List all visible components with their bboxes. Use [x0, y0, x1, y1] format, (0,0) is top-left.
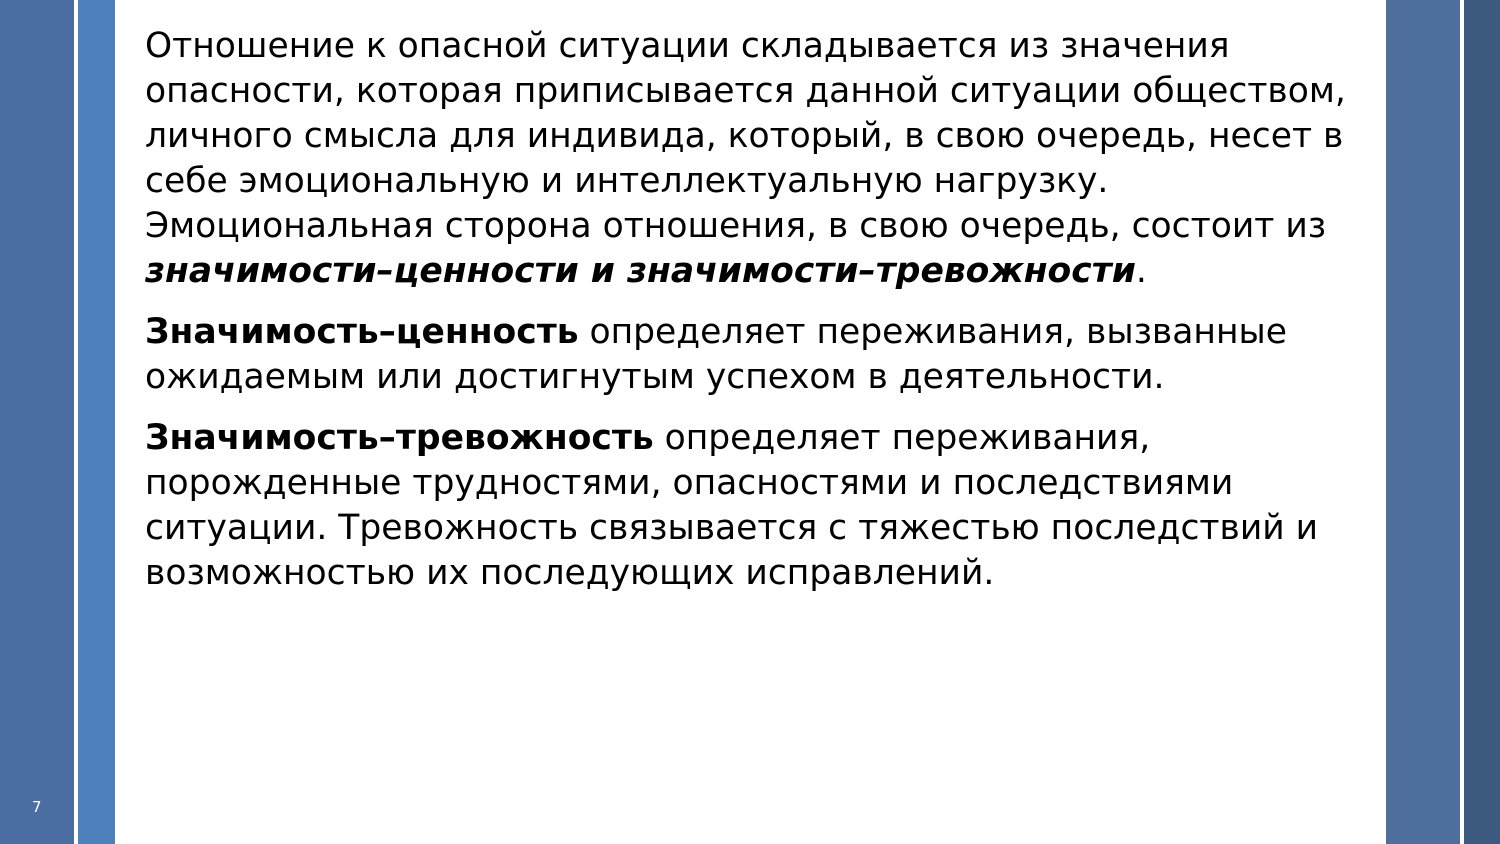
definition-anxiety-significance: определяет переживания, порожденные трудностями, опасностями и последствиями ситуации. Тревожность связывается с тяжестью последствий и возможностью их последующих исправлений.	[145, 418, 1319, 593]
right-inner-band	[1386, 0, 1460, 844]
slide-number: 7	[32, 798, 42, 816]
slide-body	[145, 24, 1370, 612]
paragraph-anxiety-significance	[145, 416, 1370, 596]
definition-value-significance: определяет переживания, вызванные ожидаемым или достигнутым успехом в деятельности.	[145, 312, 1287, 397]
term-anxiety-significance: Значимость–тревожность	[145, 418, 654, 458]
paragraph-intro	[145, 24, 1370, 294]
left-outer-band	[0, 0, 74, 844]
right-outer-band	[1464, 0, 1500, 844]
paragraph-value-significance	[145, 310, 1370, 400]
left-inner-band	[78, 0, 115, 844]
term-value-significance: Значимость–ценность	[145, 312, 579, 352]
paragraph-intro-text: Отношение к опасной ситуации складывается из значения опасности, которая приписывается данной ситуации обществом, личного смысла для индивида, который, в свою очередь, несет в себе эмоциональную и интеллектуальную нагрузку. Эмоциональная сторона отношения, в свою очередь, состоит из	[145, 26, 1346, 246]
paragraph-intro-end: .	[1135, 251, 1147, 291]
paragraph-intro-emphasis: значимости–ценности и значимости–тревожности	[145, 251, 1136, 291]
